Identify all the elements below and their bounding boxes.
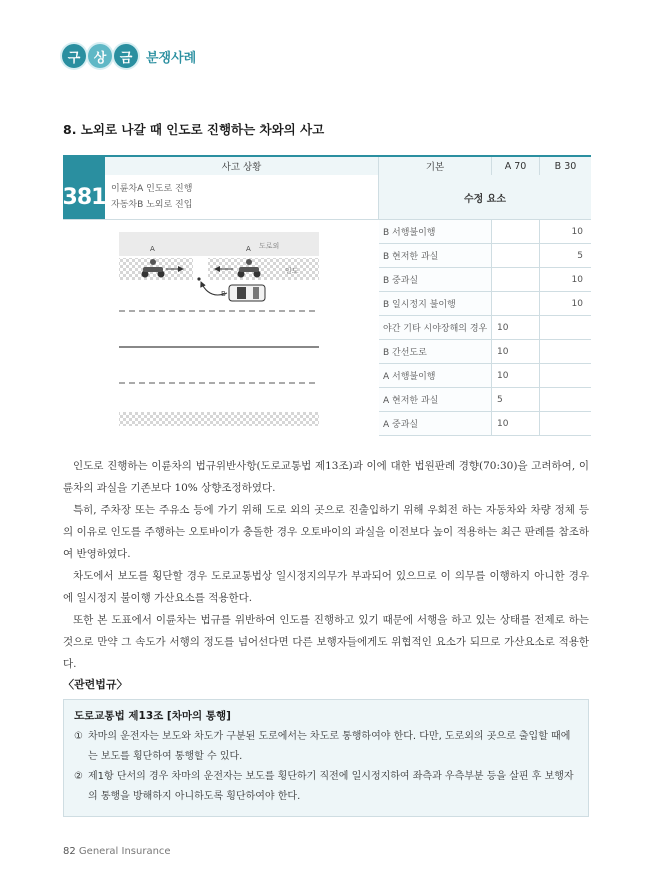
accident-diagram <box>63 220 379 436</box>
fault-table <box>63 155 591 436</box>
factor-b-value <box>540 412 591 435</box>
law-item-2-text: 제1항 단서의 경우 차마의 운전자는 보도를 횡단하기 직전에 일시정지하여 좌측과 우측부분 등을 살핀 후 보행자의 통행을 방해하지 아니하도록 횡단하여야 한다. <box>88 771 574 802</box>
paragraph-4: 또한 본 도표에서 이륜차는 법규를 위반하여 인도를 진행하고 있기 때문에 서행을 하고 있는 상태를 전제로 하는 것으로 만약 그 속도가 서행의 정도를 넘어선다면 다른 보행자들에게도 위협적인 요소가 되므로 가산요소로 적용한다. <box>63 614 589 670</box>
page-number: 82 <box>63 846 76 857</box>
factor-a-value: 10 <box>492 364 540 387</box>
factor-a-value: 5 <box>492 388 540 411</box>
sidewalk-bottom <box>119 412 319 426</box>
paragraph-2: 특히, 주차장 또는 주유소 등에 가기 위해 도로 외의 곳으로 진출입하기 위해 우회전 하는 자동차와 차량 정체 등의 이유로 인도를 주행하는 오토바이가 충돌한 경우 오토바이의 과실을 이전보다 높이 적용하는 최근 판례를 참조하여 반영하였다. <box>63 504 589 560</box>
modifiers-header: 수정 요소 <box>379 175 591 219</box>
factor-name: A 중과실 <box>379 412 492 435</box>
factor-name: A 서행불이행 <box>379 364 492 387</box>
factor-name: B 현저한 과실 <box>379 244 492 267</box>
factor-row <box>379 268 591 292</box>
table-body <box>63 220 591 436</box>
factor-row <box>379 316 591 340</box>
svg-text:B: B <box>221 290 226 298</box>
case-title: 8. 노외로 나갈 때 인도로 진행하는 차와의 사고 <box>63 122 325 137</box>
factor-name: 야간 기타 시야장해의 경우 <box>379 316 492 339</box>
header-base: 기본 <box>379 157 492 175</box>
factor-name: A 현저한 과실 <box>379 388 492 411</box>
header-situation: 사고 상황 <box>105 157 379 175</box>
law-item-2 <box>74 767 578 807</box>
car-icon <box>221 285 265 301</box>
law-item-2-mark: ② <box>74 771 83 782</box>
paragraph-1: 인도로 진행하는 이륜차의 법규위반사항(도로교통법 제13조)과 이에 대한 법원판례 경향(70:30)을 고려하여, 이륜차의 과실을 기존보다 10% 상향조정하였다. <box>63 460 589 494</box>
factor-b-value: 10 <box>571 274 583 285</box>
diagram-svg <box>63 220 379 436</box>
factor-a-value: 10 <box>492 412 540 435</box>
header-a: A 70 <box>492 157 540 175</box>
badge-char-3: 금 <box>114 44 138 68</box>
collision-dot <box>197 277 200 280</box>
factor-row <box>379 292 591 316</box>
law-item-1 <box>74 727 578 767</box>
factor-b-value <box>540 364 591 387</box>
factor-b-value <box>540 388 591 411</box>
factor-b-value <box>540 340 591 363</box>
factor-name: B 서행불이행 <box>379 220 492 243</box>
law-item-1-text: 차마의 운전자는 보도와 차도가 구분된 도로에서는 차도로 통행하여야 한다. 다만, 도로외의 곳으로 출입할 때에는 보도를 횡단하여 통행할 수 있다. <box>88 731 571 762</box>
case-row <box>63 175 591 220</box>
factor-a-value <box>492 220 540 243</box>
header-number-cell <box>63 157 105 175</box>
law-title: 도로교통법 제13조 [차마의 통행] <box>74 710 231 722</box>
factor-a-value <box>492 244 540 267</box>
law-item-1-mark: ① <box>74 731 83 742</box>
factor-list <box>379 220 591 436</box>
svg-text:A: A <box>246 245 251 253</box>
factor-a-value: 10 <box>492 340 540 363</box>
page-footer <box>63 846 171 857</box>
case-desc-line-2: 자동차B 노외로 진입 <box>111 200 193 210</box>
section-header <box>62 44 196 68</box>
factor-row <box>379 364 591 388</box>
section-label: 분쟁사례 <box>146 50 197 66</box>
svg-text:A: A <box>150 245 155 253</box>
factor-a-value: 10 <box>492 316 540 339</box>
badge-char-1: 구 <box>62 44 86 68</box>
factor-name: B 중과실 <box>379 268 492 291</box>
badge-char-2: 상 <box>88 44 112 68</box>
case-description <box>105 175 379 219</box>
factor-b-value: 5 <box>577 250 583 261</box>
factor-row <box>379 220 591 244</box>
factor-row <box>379 388 591 412</box>
commentary <box>63 455 589 675</box>
factor-b-value <box>540 316 591 339</box>
factor-b-value: 10 <box>571 226 583 237</box>
offroad-area <box>119 232 319 256</box>
factor-name: B 간선도로 <box>379 340 492 363</box>
factor-name: B 일시정지 불이행 <box>379 292 492 315</box>
factor-row <box>379 340 591 364</box>
case-number: 381 <box>63 175 105 219</box>
header-b: B 30 <box>554 160 577 172</box>
footer-title: General Insurance <box>78 846 171 857</box>
related-law-heading: 〈관련법규〉 <box>63 678 128 691</box>
case-desc-line-1: 이륜차A 인도로 진행 <box>111 184 193 194</box>
factor-a-value <box>492 292 540 315</box>
table-header <box>63 155 591 175</box>
factor-a-value <box>492 268 540 291</box>
factor-b-value: 10 <box>571 298 583 309</box>
offroad-label: 도로외 <box>259 242 280 250</box>
factor-row <box>379 412 591 436</box>
law-box <box>63 699 589 817</box>
factor-row <box>379 244 591 268</box>
paragraph-3: 차도에서 보도를 횡단할 경우 도로교통법상 일시정지의무가 부과되어 있으므로 이 의무를 이행하지 아니한 경우에 일시정지 불이행 가산요소를 적용한다. <box>63 570 589 604</box>
sidewalk-label: 인도 <box>285 267 299 275</box>
